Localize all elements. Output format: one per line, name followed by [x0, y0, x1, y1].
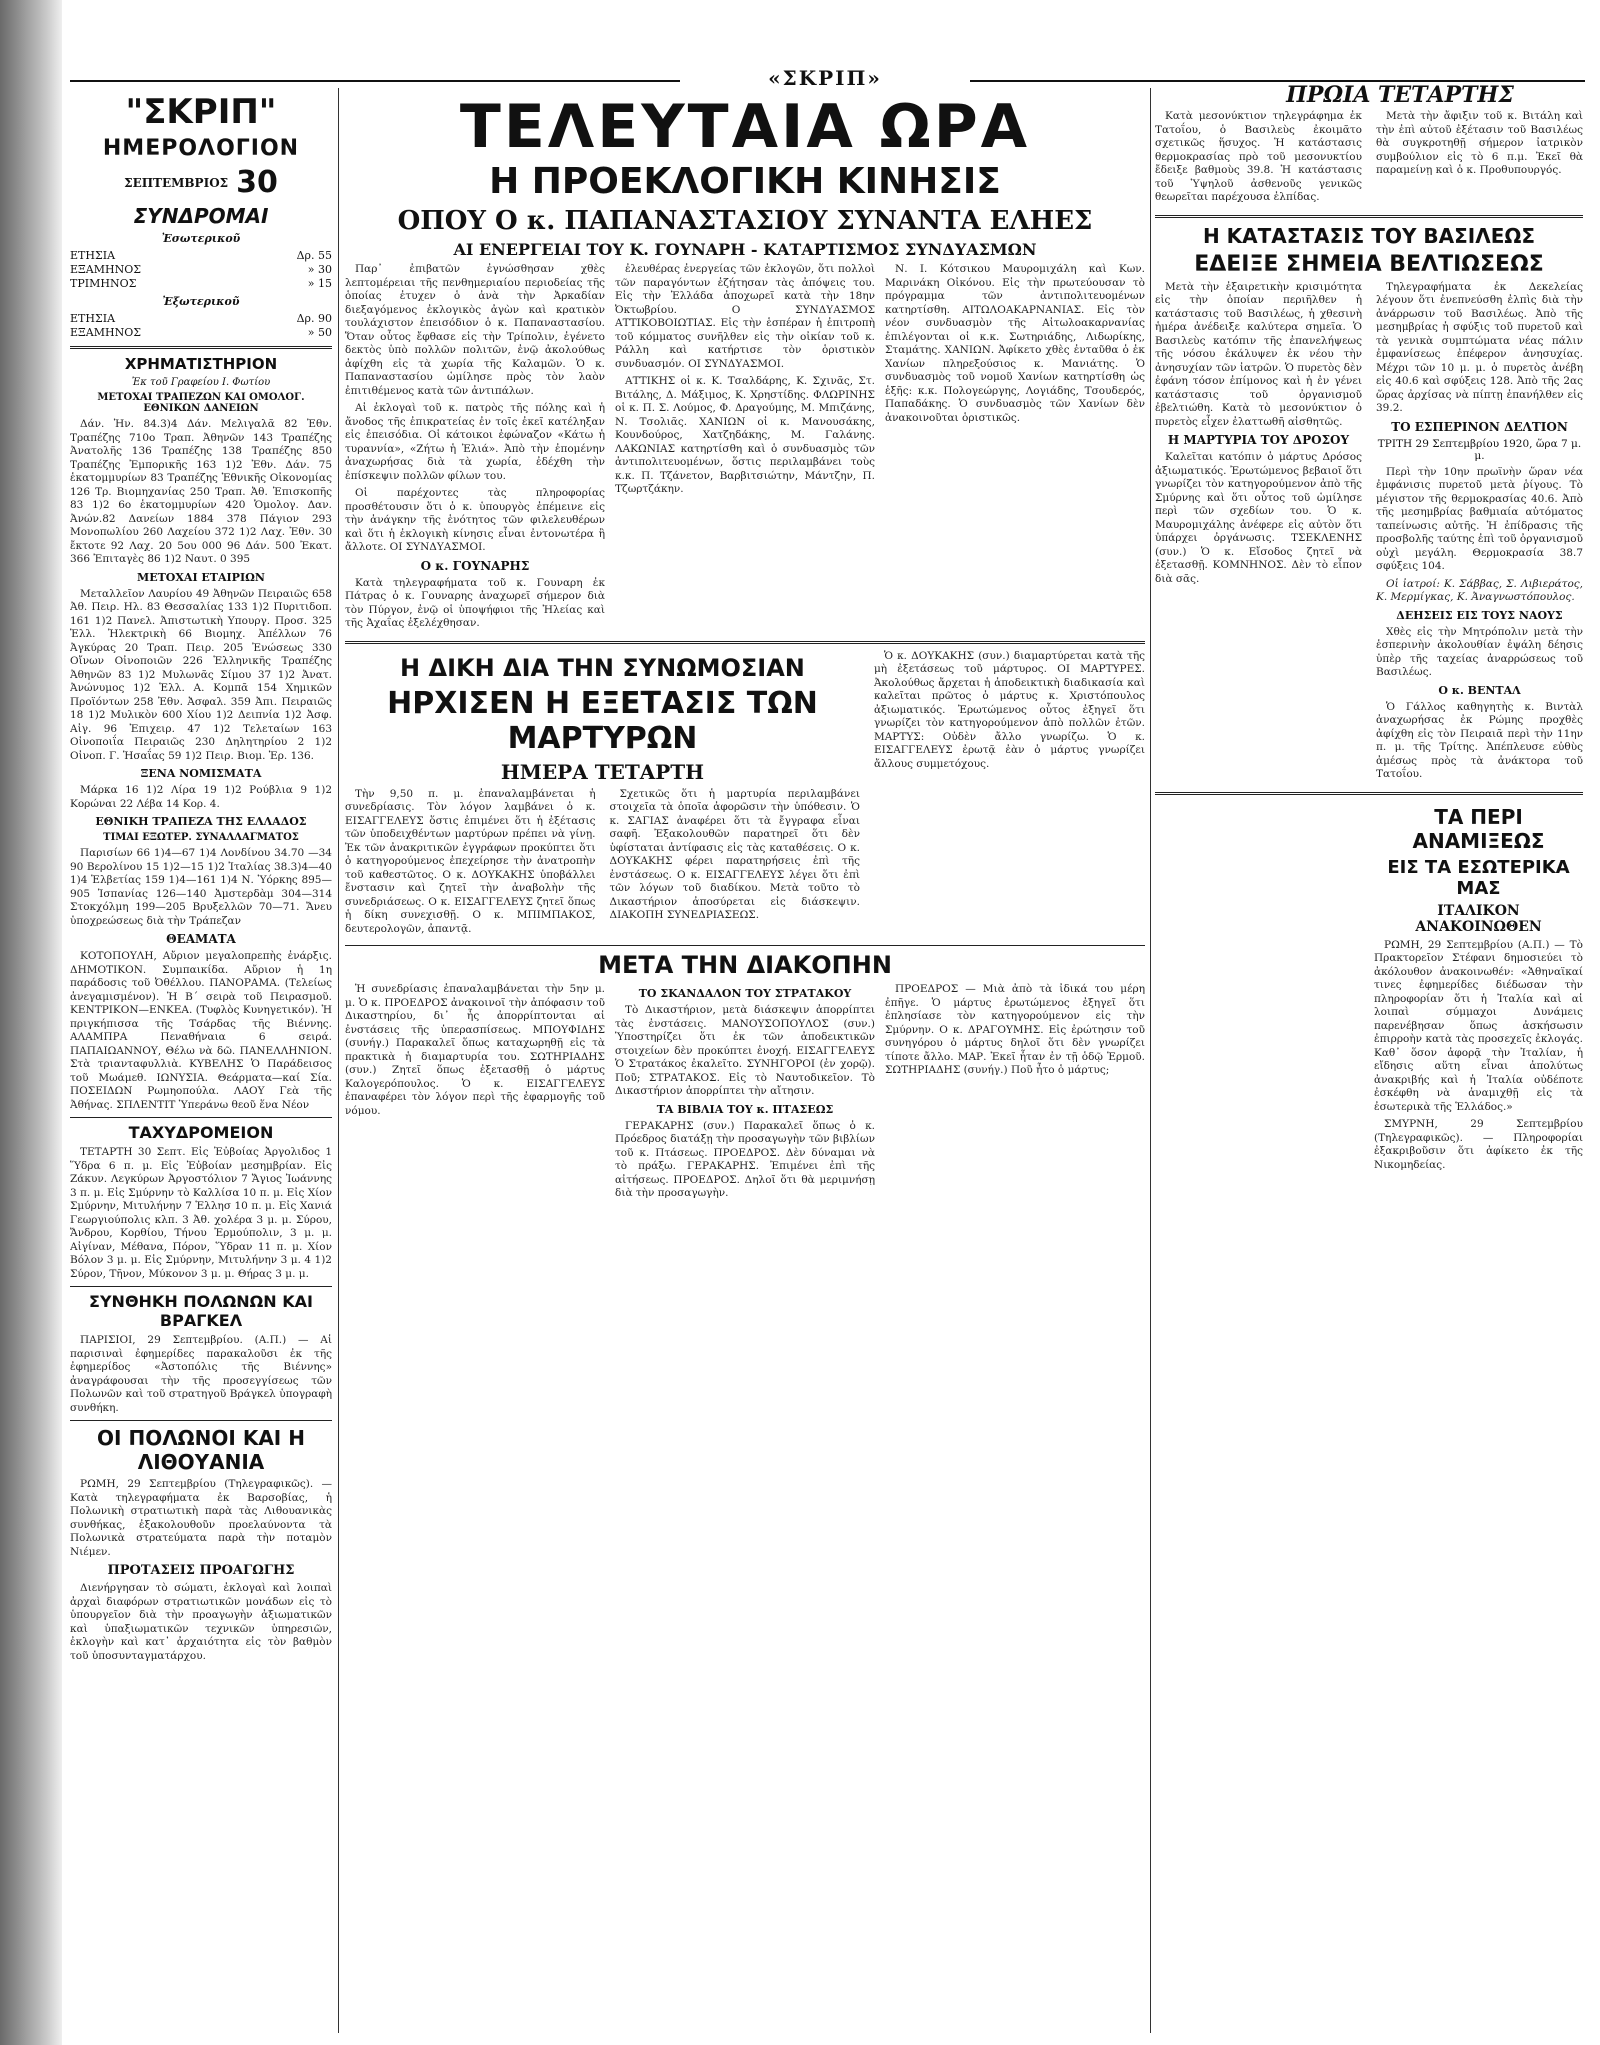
king-columns: [1155, 281, 1583, 786]
divider: [1155, 215, 1583, 218]
subscription-price: Δρ. 90: [296, 312, 332, 325]
subscription-label: ΤΡΙΜΗΝΟΣ: [70, 277, 137, 290]
story-1-para: Αἱ ἐκλογαὶ τοῦ κ. πατρὸς τῆς πόλης καὶ ἡ ἄνοδος τῆς ἐπικρατείας ἐν τοῖς ἐκεῖ κατέληξαν εἰς ἐπεισόδια. Οἱ κάτοικοι ἐφώναζον «Κάτω ἡ τυραννία», «Ζήτω ἡ Ἐλιά». Ἀπὸ τὴν ἐπομένην ἀναχωρήσας διὰ τὰ χωρία, ἐδέχθη τὴν ἐπίσκεψιν πολλῶν φίλων του.: [345, 402, 605, 482]
anam-headline-2: ΕΙΣ ΤΑ ΕΣΩΤΕΡΙΚΑ ΜΑΣ: [1387, 856, 1570, 899]
domestic-subscriptions: [70, 249, 332, 291]
subscription-row: [70, 263, 332, 277]
trial-text: Ὁ κ. ΔΟΥΚΑΚΗΣ (συν.) διαμαρτύρεται κατὰ τῆς μὴ ἐξετάσεως τοῦ μάρτυρος. ΟΙ ΜΑΡΤΥΡΕΣ. Ἀκολούθως ἄρχεται ἡ ἀποδεικτικὴ διαδικασία καὶ καλεῖται πρῶτος ὁ μάρτυς κ. Χριστόπουλος ἀξιωματικός. Ἐρωτώμενος οὗτος ἐξηγεῖ ὅτι γνωρίζει τὸν κατηγορούμενον ἀπὸ πολλῶν ἐτῶν. ΜΑΡΤΥΣ: Οὐδὲν ἄλλο γνωρίζω. Ὁ κ. ΕΙΣΑΓΓΕΛΕΥΣ ἐρωτᾷ ἐὰν ὁ μάρτυς γνωρίζει ἄλλους συμμετόχους.: [873, 649, 1145, 770]
after-break-columns: [345, 983, 1145, 1205]
divider: [70, 1286, 332, 1287]
king-text: Τηλεγραφήματα ἐκ Δεκελείας λέγουν ὅτι ἐνεπνεύσθη ἐλπὶς διὰ τὴν ἀνάρρωσιν τοῦ Βασιλέως. Ἀπὸ τῆς μεσημβρίας ἡ σφύξις τοῦ πυρετοῦ καὶ τὰ γενικὰ συμπτώματα νέας πάλιν ἐμφανίσεως ἐπέφερον ἀνησυχίας. Μέχρι τῶν 10 μ. μ. ὁ πυρετὸς ἀνέβη εἰς 40.6 καὶ σφύξεις 128. Ἀπὸ τῆς 2ας ὥρας ἀρχίσας νὰ πίπτῃ ἐπανήλθεν εἰς 39.2.: [1376, 280, 1583, 414]
subscription-label: ΕΤΗΣΙΑ: [70, 249, 116, 262]
vidal-title: Ο κ. ΒΕΝΤΑΛ: [1438, 683, 1521, 697]
subscription-row: [70, 277, 332, 291]
trial-text: Σχετικῶς ὅτι ἡ μαρτυρία περιλαμβάνει στοιχεῖα τὰ ὁποῖα ἀφορῶσιν τὴν ὑπόθεσιν. Ὁ κ. ΣΑΓΙΑΣ ἀναφέρει ὅτι τὰ ἔγγραφα εἶναι σαφῆ. Ἐξακολουθῶν παρατηρεῖ ὅτι δὲν ὑφίσταται ἀντίφασις εἰς τὰς καταθέσεις. Ο κ. ΔΟΥΚΑΚΗΣ φέρει παρατηρήσεις ἐπὶ τῆς ἐνστάσεως. Ο κ. ΕΙΣΑΓΓΕΛΕΥΣ λέγει ὅτι ἐπὶ τῶν λόγων τοῦ διαδίκου. Μετὰ τοῦτο τὸ Δικαστήριον ἀποσύρεται εἰς διάσκεψιν. ΔΙΑΚΟΠΗ ΣΥΝΕΔΡΙΑΣΕΩΣ.: [609, 787, 860, 921]
witness-text: ΠΡΟΕΔΡΟΣ — Μιὰ ἀπὸ τὰ ἰδικά του μέρη ἐπῆγε. Ὁ μάρτυς ἐρωτώμενος ἐξηγεῖ ὅτι ἐπλησίασε τὸν κατηγορούμενον εἰς τὴν Σμύρνην. Ο κ. ΔΡΑΓΟΥΜΗΣ. Εἰς ἐρώτησιν τοῦ συνηγόρου ὁ μάρτυς δηλοῖ ὅτι δὲν γνωρίζει τίποτε ἄλλο. ΜΑΡ. Ἐκεῖ ἦταν ἐν τῇ ὁδῷ Ἑρμοῦ. ΣΩΤΗΡΙΑΔΗΣ (συνήγ.) Ποῦ ἦτο ὁ μάρτυς;: [885, 983, 1145, 1076]
subscription-price: » 50: [307, 326, 332, 339]
books-title: ΤΑ ΒΙΒΛΙΑ ΤΟΥ κ. ΠΤΑΣΕΩΣ: [656, 1102, 834, 1116]
edition-label: ΠΡΩΙΑ ΤΕΤΑΡΤΗΣ: [1286, 82, 1514, 108]
churches-text: Χθὲς εἰς τὴν Μητρόπολιν μετὰ τὴν ἑσπερινὴν ἀκολουθίαν ἐψάλη δέησις ὑπὲρ τῆς ταχείας ἀναρρώσεως τοῦ Βασιλέως.: [1376, 625, 1583, 678]
theatre-title: ΘΕΑΜΑΤΑ: [166, 932, 236, 946]
headline-1: Η ΠΡΟΕΚΛΟΓΙΚΗ ΚΙΝΗΣΙΣ: [489, 161, 1001, 202]
divider: [70, 346, 332, 349]
gounaris-title: Ο κ. ΓΟΥΝΑΡΗΣ: [420, 558, 530, 573]
poles-title: ΟΙ ΠΟΛΩΝΟΙ ΚΑΙ Η ΛΙΘΟΥΑΝΙΑ: [97, 1426, 305, 1474]
trial-headline-1: Η ΔΙΚΗ ΔΙΑ ΤΗΝ ΣΥΝΩΜΟΣΙΑΝ: [400, 653, 805, 682]
left-column: [70, 90, 332, 2035]
masthead-name: «ΣΚΡΙΠ»: [680, 66, 970, 90]
subscription-price: » 30: [307, 263, 332, 276]
gounaris-text: Κατὰ τηλεγραφήματα τοῦ κ. Γουναρη ἐκ Πάτρας ὁ κ. Γουναρης ἀναχωρεῖ σήμερον διὰ τὸν Πύργον, ἐνῷ οἱ ὑποψήφιοι τῆς Ἠλείας καὶ τῆς Ἀχαΐας ἐξελέχθησαν.: [345, 576, 605, 629]
trial-text: Τὴν 9,50 π. μ. ἐπαναλαμβάνεται ἡ συνεδρίασις. Τὸν λόγον λαμβάνει ὁ κ. ΕΙΣΑΓΓΕΛΕΥΣ ὅστις ἐπιμένει ὅτι ἡ ἐξέτασις τῶν ὑποδειχθέντων μαρτύρων πρέπει νὰ γίνῃ. Ἐκ τῶν ἀνακριτικῶν ἐγγράφων προκύπτει ὅτι ὁ κατηγορούμενος ἐπεχείρησε τὴν ἀνατροπὴν τοῦ καθεστῶτος. Ο κ. ΔΟΥΚΑΚΗΣ ὑποβάλλει ἔνστασιν καὶ ζητεῖ τὴν ἀναβολὴν τῆς συνεδριάσεως. Ο κ. ΕΙΣΑΓΓΕΛΕΥΣ ζητεῖ ὅπως ἡ δίκη συνεχισθῇ. Ο κ. ΜΠΙΜΠΑΚΟΣ, δευτερολογῶν, ἀπαντᾷ.: [345, 787, 596, 935]
king-headline-1: Η ΚΑΤΑΣΤΑΣΙΣ ΤΟΥ ΒΑΣΙΛΕΩΣ: [1202, 223, 1536, 248]
king-headline-2: ΕΔΕΙΞΕ ΣΗΜΕΙΑ ΒΕΛΤΙΩΣΕΩΣ: [1194, 251, 1544, 277]
divider: [345, 641, 1145, 644]
subscription-price: Δρ. 55: [296, 249, 332, 262]
newspaper-page: [70, 0, 1585, 2045]
divider: [70, 1420, 332, 1421]
bulletin-text: Περὶ τὴν 10ην πρωϊνὴν ὥραν νέα ἐμφάνισις πυρετοῦ μετὰ ῥίγους. Τὸ μέγιστον τῆς θερμοκρασίας 40.6. Ἀπὸ τῆς μεσημβρίας βαθμιαία αὐτόματος ταπείνωσις αὐτῆς. Ἡ ἐπίδρασις τῆς προσβολῆς ταύτης ἐπὶ τοῦ ὀργανισμοῦ οὐχὶ μεγάλη. Θερμοκρασία 38.7 σφύξεις 104.: [1376, 465, 1583, 572]
exchange-title: ΧΡΗΜΑΤΙΣΤΗΡΙΟΝ: [124, 355, 278, 373]
post-title: ΤΑΧΥΔΡΟΜΕΙΟΝ: [128, 1123, 274, 1142]
subscription-label: ΕΞΑΜΗΝΟΣ: [70, 263, 141, 276]
almanac-title: ΗΜΕΡΟΛΟΓΙΟΝ: [102, 136, 300, 161]
subscription-label: ΕΤΗΣΙΑ: [70, 312, 116, 325]
subscription-row: [70, 326, 332, 340]
doctors-signature: Οἱ ἰατροί: Κ. Σάββας, Σ. Λιβιεράτος, Κ. Μερμίγκας, Κ. Ἀναγνωστόπουλος.: [1376, 577, 1583, 603]
date-line: [70, 165, 332, 200]
king-doctor-text: Μετὰ τὴν ἄφιξιν τοῦ κ. Βιτάλη καὶ τὴν ἐπὶ αὐτοῦ ἐξέτασιν τοῦ Βασιλέως θὰ συγκροτηθῇ σήμερον ἰατρικὸν συμβούλιον εἰς τὸ 6 π.μ. Ἐκεῖ θὰ παραμείνῃ καὶ ὁ κ. Προθυπουργός.: [1376, 110, 1583, 176]
anam-headline-1: ΤΑ ΠΕΡΙ ΑΝΑΜΙΞΕΩΣ: [1412, 804, 1545, 853]
page-spine-shadow: [0, 0, 62, 2045]
books-text: ΓΕΡΑΚΑΡΗΣ (συν.) Παρακαλεῖ ὅπως ὁ κ. Πρόεδρος διατάξῃ τὴν προσαγωγὴν τῶν βιβλίων τοῦ κ. Πτάσεως. ΠΡΟΕΔΡΟΣ. Δὲν δύναμαι νὰ τὸ πράξω. ΓΕΡΑΚΑΡΗΣ. Ἐπιμένει ἐπὶ τῆς αἰτήσεως. ΠΡΟΕΔΡΟΣ. Δηλοῖ ὅτι θὰ μεριμνήσῃ διὰ τὴν προσαγωγὴν.: [615, 1119, 875, 1199]
churches-title: ΔΕΗΣΕΙΣ ΕΙΣ ΤΟΥΣ ΝΑΟΥΣ: [1396, 608, 1563, 622]
poles-text: ΡΩΜΗ, 29 Σεπτεμβρίου (Τηλεγραφικῶς). — Κατὰ τηλεγραφήματα ἐκ Βαρσοβίας, ἡ Πολωνικὴ στρατιωτικὴ παρὰ τὰς Λιθουανικὰς συνθήκας, ἐξακολουθοῦν προελαύνοντα τὰ Πολωνικὰ στρατεύματα παρὰ τὴν ποταμὸν Νιέμεν.: [70, 1478, 332, 1558]
after-break-text: Ἡ συνεδρίασις ἐπαναλαμβάνεται τὴν 5ην μ. μ. Ὁ κ. ΠΡΟΕΔΡΟΣ ἀνακοινοῖ τὴν ἀπόφασιν τοῦ Δικαστηρίου, δι᾽ ἧς ἀπορρίπτονται αἱ ἐνστάσεις τῆς ὑπερασπίσεως. ΜΠΟΥΦΙΔΗΣ (συνήγ.) Παρακαλεῖ ὅπως καταχωρηθῇ εἰς τὰ πρακτικὰ ἡ διαμαρτυρία του. ΣΩΤΗΡΙΑΔΗΣ (συν.) Ζητεῖ ὅπως ἐξετασθῇ ὁ μάρτυς Καλογερόπουλος. Ὁ κ. ΕΙΣΑΓΓΕΛΕΥΣ ἐπαναφέρει τὸν λόγον περὶ τῆς ἐφαρμογῆς τοῦ νόμου.: [345, 983, 605, 1117]
king-night-text: Κατὰ μεσονύκτιον τηλεγράφημα ἐκ Τατοΐου, ὁ Βασιλεὺς ἐκοιμᾶτο σχετικῶς ἥσυχος. Ἡ κατάστασις θερμοκρασίας πρὸ τοῦ μεσονυκτίου ἔδειξε βαθμοὺς 39.8. Ἡ κατάστασις τοῦ Ὑψηλοῦ ἀσθενοῦς γενικῶς θεωρεῖται παρέχουσα ἐλπίδας.: [1155, 110, 1362, 203]
theatre-text: ΚΟΤΟΠΟΥΛΗ, Αὔριον μεγαλοπρεπὴς ἐνάρξις. ΔΗΜΟΤΙΚΟΝ. Συμπαικίδα. Αὔριον ἡ 1η παράδοσις τοῦ Ὀθέλλου. ΠΑΝΟΡΑΜΑ. (Τελείως ἀνεγαμισμένον). Ἡ Β΄ σειρὰ τοῦ Πειρασμοῦ. ΚΕΝΤΡΙΚΟΝ—ΕΝΚΕΑ. (Τυφλὸς Κυνηγετικόν). Ἡ πριγκήπισσα τῆς Τσάρδας τῆς Βιέννης. ΑΛΑΜΠΡΑ Πεναθήναια 6 σειρά. ΠΑΠΑΙΩΑΝΝΟΥ, Θέλω νὰ δῶ. ΠΑΝΕΛΛΗΝΙΟΝ. Στὰ τριανταφυλλιὰ. ΚΥΒΕΛΗΣ Ὁ Παράδεισος τοῦ Μωάμεθ. ΙΩΝΥΣΙΑ. Θεάρματα—καί Σία. ΠΟΣΕΙΔΩΝ Ρωμηοπούλα. ΛΑΟΥ Γεὰ τῆς Ἀθήνας. ΣΠΛΕΝΤΙΤ Ὑπεράνω θεοῦ ἕνα Νέον: [70, 950, 332, 1111]
domestic-label: Ἐσωτερικοῦ: [161, 232, 241, 245]
martyria-text: Καλεῖται κατόπιν ὁ μάρτυς Δρόσος ἀξιωματικός. Ἐρωτώμενος βεβαιοῖ ὅτι γνωρίζει τὸν κατηγορούμενον ἀπὸ τῆς Σμύρνης καὶ ὅτι οὗτος τοῦ ὡμίλησε περὶ τῶν σχεδίων του. Ὁ κ. Μαυρομιχάλης ἀνέφερε εἰς αὐτὸν ὅτι ὑπάρχει ὀργάνωσις. ΤΣΕΚΛΕΝΗΣ (συν.) Ὁ κ. Εἴσοδος ζητεῖ νὰ ἐξετασθῇ. ΚΟΜΝΗΝΟΣ. Δὲν τὸ εἶπον διὰ σᾶς.: [1155, 451, 1362, 585]
treaty-title: ΣΥΝΘΗΚΗ ΠΟΛΩΝΩΝ ΚΑΙ ΒΡΑΓΚΕΛ: [89, 1292, 313, 1330]
right-column: [1155, 90, 1583, 2035]
anam-section: [1155, 801, 1583, 1177]
bank-title: ΕΘΝΙΚΗ ΤΡΑΠΕΖΑ ΤΗΣ ΕΛΛΑΔΟΣ: [95, 815, 307, 828]
subscription-price: » 15: [307, 277, 332, 290]
date-day: 30: [236, 165, 278, 200]
after-break-title: ΜΕΤΑ ΤΗΝ ΔΙΑΚΟΠΗΝ: [598, 951, 892, 979]
anam-headline-3: ΙΤΑΛΙΚΟΝ ΑΝΑΚΟΙΝΩΘΕΝ: [1415, 902, 1542, 935]
divider: [70, 1117, 332, 1118]
right-top: [1155, 110, 1583, 209]
subscription-row: [70, 249, 332, 263]
scandal-text: Τὸ Δικαστήριον, μετὰ διάσκεψιν ἀπορρίπτει τὰς ἐνστάσεις. ΜΑΝΟΥΣΟΠΟΥΛΟΣ (συν.) Ὑποστηρίζει ὅτι ἐκ τῶν ἀποδεικτικῶν στοιχείων δὲν προκύπτει ἐνοχή. ΕΙΣΑΓΓΕΛΕΥΣ Ὁ Στρατάκος ἐκαλεῖτο. ΣΥΝΗΓΟΡΟΙ (ἐν χορῷ). Ποῦ; ΣΤΡΑΤΑΚΟΣ. Εἰς τὸ Ναυτοδικεῖον. Τὸ Δικαστήριον ἀπορρίπτει τὴν αἴτησιν.: [615, 1004, 875, 1097]
vidal-text: Ὁ Γάλλος καθηγητὴς κ. Βιντὰλ ἀναχωρήσας ἐκ Ρώμης προχθὲς ἀφίχθη εἰς τὸν Πειραιᾶ περὶ τὴν 11ην π. μ. τῆς Τρίτης. Ἀπέπλευσε εὐθὺς ἀμέσως πρὸς τὰ ἀνάκτορα τοῦ Τατοΐου.: [1376, 700, 1583, 780]
story-1-para: Παρ᾽ ἐπιβατῶν ἐγνώσθησαν χθὲς λεπτομέρειαι τῆς πενθημεριαίου περιοδείας τῆς ὁποίας ἐτυχεν ὁ ἀνὰ τὴν Ἀρκαδίαν διεξαγόμενος ἐκλογικὸς ἀγὼν καὶ κρατικὸν τουλάχιστον ἐπεισόδιον ὁ κ. Παπαναστασίου. Ὅταν οὗτος ἔφθασε εἰς τὴν Τρίπολιν, ἐγένετο δεκτὸς ὑπὸ πολλῶν πολιτῶν, ἐνῷ ἀκολούθως ἀφίχθη εἰς τὰ χωρία τῆς Καλαμῶν. Ὁ κ. Παπαναστασίου ὡμίλησε πρὸς τὸν λαὸν ἐπιτιθέμενος κατὰ τῶν ἀντιπάλων.: [345, 263, 605, 397]
subscriptions-title: ΣΥΝΔΡΟΜΑΙ: [133, 204, 269, 228]
post-text: ΤΕΤΑΡΤΗ 30 Σεπτ. Εἰς Ἐὐβοίας Ἀργολιδος 1 Ὕδρα 6 π. μ. Εἰς Ἐὐβοίαν μεσημβρίαν. Εἰς Ζάκυν. Λεγκύρων Ἀργοστόλιον 7 Ἄγιος Ἰωάννης 3 π. μ. Εἰς Σμύρνην τὸ Καλλίσα 10 π. μ. Εἰς Χίον Σμύρνην, Μιτυλήνην 7 Ἑλλησ 10 π. μ. Εἰς Χανιά Γεωργιούπολις κλπ. 3 Ἀθ. χολέρα 3 μ. μ. Σύρου, Ἄνδρου, Κορθίου, Τήνου Ἐρμούπολιν, 3 μ. μ. Αἰγίναν, Μέθανα, Πόρον, Ὕδραν 11 π. μ. Χίον Βόλον 3 μ. μ. Εἰς Σμύρνην, Μιτυλήνην 3 μ. 4 1)2 Σύρον, Τῆνον, Μύκονον 3 μ. μ. Θήρας 3 μ. μ.: [70, 1146, 332, 1280]
headline-2: ΟΠΟΥ Ο κ. ΠΑΠΑΝΑΣΤΑΣΙΟΥ ΣΥΝΑΝΤΑ ΕΛΗΕΣ: [397, 206, 1093, 236]
bank-subtitle: ΤΙΜΑΙ ΕΞΩΤΕΡ. ΣΥΝΑΛΛΑΓΜΑΤΟΣ: [103, 832, 299, 843]
story-1-columns: [345, 263, 1145, 635]
bulletin-date: ΤΡΙΤΗ 29 Σεπτεμβρίου 1920, ὥρα 7 μ. μ.: [1377, 437, 1582, 462]
story-1-para: ΑΤΤΙΚΗΣ οἱ κ. Κ. Τσαλδάρης, Κ. Σχινᾶς, Στ. Βιτάλης, Δ. Μάξιμος, Κ. Χρηστίδης. ΦΛΩΡΙΝΗΣ οἱ κ. Π. Σ. Λούμος, Φ. Δραγούμης, Μ. Μπιζάνης, Ν. Τσολιᾶς. ΧΑΝΙΩΝ οἱ κ. Μανουσάκης, Κουνδούρος, Χατζηδάκης, Μ. Γαλάνης. ΛΑΚΩΝΙΑΣ κατηρτίσθη καὶ ὁ συνδυασμὸς τῶν ἀντιπολιτευομένων, ὅστις περιλαμβάνει τοὺς κ.κ. Π. Τζάνετον, Βαρβιτσιώτην, Μάντζην, Π. Τζωρτζάκην.: [615, 375, 875, 495]
exchange-source: Ἐκ τοῦ Γραφείου Ι. Φωτίου: [131, 377, 271, 388]
foreign-subscriptions: [70, 312, 332, 340]
trial-headline-2: ΗΡΧΙΣΕΝ Η ΕΞΕΤΑΣΙΣ ΤΩΝ ΜΑΡΤΥΡΩΝ: [387, 685, 818, 756]
trial-headline-3: ΗΜΕΡΑ ΤΕΤΑΡΤΗ: [500, 759, 705, 784]
promo-title: ΠΡΟΤΑΣΕΙΣ ΠΡΟΑΓΩΓΗΣ: [107, 1563, 295, 1578]
story-1-para: Οἱ παρέχοντες τὰς πληροφορίας προσθέτουσιν ὅτι ὁ κ. ὑπουργὸς ἐπέμεινε εἰς τὴν ἀνάγκην τῆς ἑνότητος τῶν φιλελευθέρων καὶ ὅτι ἡ ἐκλογικὴ κίνησις εἶναι ἐντονωτέρα ἢ ἄλλοτε. ΟΙ ΣΥΝΔΥΑΣΜΟΙ.: [345, 487, 605, 553]
anam-text: ΡΩΜΗ, 29 Σεπτεμβρίου (Α.Π.) — Τὸ Πρακτορεῖον Στέφανι δημοσιεύει τὸ ἀκόλουθον ἀνακοινωθέν: «Ἀθηναϊκαί τινες ἐφημερίδες διέδωσαν τὴν πληροφορίαν ὅτι ἡ Ἰταλία καὶ αἱ λοιπαὶ σύμμαχοι Δυνάμεις παρενέβησαν ὅπως ἀσκήσωσιν ἐπιρροὴν κατὰ τὰς προσεχεῖς ἐκλογάς. Καθ᾽ ὅσον ἀφορᾷ τὴν Ἰταλίαν, ἡ εἴδησις αὕτη εἶναι ἀπολύτως ἀνακριβής καὶ ἡ Ἰταλία οὐδέποτε ἐσκέφθη νὰ ἀναμιχθῇ εἰς τὰ ἐσωτερικὰ τῆς Ἑλλάδος.»: [1374, 938, 1583, 1113]
story-1-para: Ν. Ι. Κότσικου Μαυρομιχάλη καὶ Κων. Μαρινάκη Οἰκόνου. Εἰς τὴν πρωτεύουσαν τὸ πρόγραμμα τῶν ἀντιπολιτευομένων κατηρτίσθη. ΑΙΤΩΛΟΑΚΑΡΝΑΝΙΑΣ. Εἰς τὸν νέον συνδυασμὸν τῆς Αἰτωλοακαρνανίας ἐπιλέγονται οἱ κ.κ. Σωτηριάδης, Λιδωρίκης, Σταμάτης. ΧΑΝΙΩΝ. Ἀφίκετο χθὲς ἐνταῦθα ὁ ἐκ Χανίων πληρεξούσιος κ. Μανιάτης. Ὁ συνδυασμὸς τοῦ νομοῦ Χανίων κατηρτίσθη ὡς ἑξῆς: κ.κ. Πολογεώργης, Λογιάδης, Τσουδερός, Παπαδάκης. Ὁ συνδυασμὸς τῶν Χανίων δὲν ἀνακοινοῦται ὁριστικῶς.: [885, 263, 1145, 424]
scandal-title: ΤΟ ΣΚΑΝΔΑΛΟΝ ΤΟΥ ΣΤΡΑΤΑΚΟΥ: [638, 987, 852, 1000]
paper-title: "ΣΚΡΙΠ": [125, 92, 277, 132]
subscription-label: ΕΞΑΜΗΝΟΣ: [70, 326, 141, 339]
trial-section: [345, 650, 1145, 941]
foreign-label: Ἐξωτερικοῦ: [162, 295, 240, 308]
exchange-subtitle: ΜΕΤΟΧΑΙ ΤΡΑΠΕΖΩΝ ΚΑΙ ΟΜΟΛΟΓ. ΕΘΝΙΚΩΝ ΔΑΝΕΙΩΝ: [97, 392, 305, 414]
column-rule: [1150, 88, 1151, 2033]
king-text: Μετὰ τὴν ἐξαιρετικὴν κρισιμότητα εἰς τὴν ὁποίαν περιῆλθεν ἡ κατάστασις τοῦ Βασιλέως, ἡ χθεσινὴ ἡμέρα ἀνέδειξε καλύτερα σημεῖα. Ὁ Βασιλεὺς κατόπιν τῆς ἐπανελήψεως τῆς νόσου ἐκάλυψεν ἐκ νέου τὴν ἀνησυχίαν τῶν ἰατρῶν. Ὁ πυρετὸς δὲν ἐφάνη τόσον ἐπίμονος καὶ ἡ ἐν γένει κατάστασις τοῦ ὀργανισμοῦ ἐβελτιώθη. Κατὰ τὸ μεσονύκτιον ὁ πυρετὸς εἶχεν ἐλαττωθῆ αἰσθητῶς.: [1155, 280, 1362, 428]
treaty-text: ΠΑΡΙΣΙΟΙ, 29 Σεπτεμβρίου. (Α.Π.) — Αἱ παρισιναὶ ἐφημερίδες παρακαλοῦσι ἐκ τῆς ἐφημερίδος «Ἀστοπόλις τῆς Βιέννης» ἀναγράφουσαι τὴν τῆς προσεγγίσεως τῶν Πολωνῶν καὶ τοῦ στρατηγοῦ Βράγκελ ὑπογραφὴ συνθήκη.: [70, 1334, 332, 1414]
fx-title: ΞΕΝΑ ΝΟΜΙΣΜΑΤΑ: [140, 767, 262, 780]
headline-3: ΑΙ ΕΝΕΡΓΕΙΑΙ ΤΟΥ Κ. ΓΟΥΝΑΡΗ - ΚΑΤΑΡΤΙΣΜΟΣ ΣΥΝΔΥΑΣΜΩΝ: [453, 240, 1037, 259]
shares-title: ΜΕΤΟΧΑΙ ΕΤΑΙΡΙΩΝ: [137, 570, 265, 584]
shares-text: Μεταλλεῖον Λαυρίου 49 Ἀθηνῶν Πειραιῶς 658 Ἀθ. Πειρ. Ηλ. 83 Θεσσαλίας 133 1)2 Πυριτιδοπ. 161 1)2 Πανελ. Ἀπιστωτικὴ Υπουργ. Προσ. 325 Ἑλλ. Ἠλεκτρικὴ 66 Βιομηχ. Ἀπέλλων 76 Ἀγκύρας 20 Τραπ. Πειρ. 205 Ἐνώσεως 330 Οἴνων Οἰνοποιῶν 226 Ἑλληνικῆς Τραπέζης Ἀθηνῶν 83 1)2 Μυλωνᾶς Σίμου 37 1)2 Ἀνατ. Ἀνώνυμος 1)2 Ἑλλ. Α. Κομπᾶ 154 Χημικῶν Προϊόντων 258 Ἐθν. Ἀσφαλ. 359 Ἀπι. Πειραιῶς 18 1)2 Μυλικὸν 600 Χίου 1)2 Δειπνία 1)2 Ἀσφ. Αἰγ. 96 Ἐπιχειρ. 47 1)2 Τελεταίων 163 Οἰνοποιΐα Πειραιῶς 230 Δηλητηρίου 2 1)2 Οἰνοπ. Γ. Ἡσαΐας 59 1)2 Πειρ. Βιομ. Ἐρ. 136.: [70, 587, 332, 762]
story-1-para: ἐλευθέρας ἐνεργείας τῶν ἐκλογῶν, ὅτι πολλοὶ τῶν παραγόντων ἐζήτησαν τὰς ἀπόψεις του. Εἰς τὴν Ἑλλάδα ἀποχωρεῖ κατὰ τὴν 18ην Ὀκτωβρίου. Ο ΣΥΝΔΥΑΣΜΟΣ ΑΤΤΙΚΟΒΟΙΩΤΙΑΣ. Εἰς τὴν ἑσπέραν ἡ ἐπιτροπὴ τοῦ κόμματος συνῆλθεν εἰς τὴν οἰκίαν τοῦ κ. Ράλλη καὶ κατήρτισε τὸν ὁριστικὸν συνδυασμόν. ΟΙ ΣΥΝΔΥΑΣΜΟΙ.: [615, 263, 875, 370]
banner-headline: ΤΕΛΕΥΤΑΙΑ ΩΡΑ: [459, 92, 1031, 162]
subscription-row: [70, 312, 332, 326]
smyrna-text: ΣΜΥΡΝΗ, 29 Σεπτεμβρίου (Τηλεγραφικῶς). — Πληροφορίαι ἐξακριβοῦσιν ὅτι ἀφίκετο ἐκ τῆς Νικομηδείας.: [1374, 1118, 1583, 1171]
date-month: ΣΕΠΤΕΜΒΡΙΟΣ: [124, 175, 229, 190]
exchange-text: Δάν. Ἠν. 84.3)4 Δάν. Μελιγαλᾶ 82 Ἐθν. Τραπέζης 710ο Τραπ. Ἀθηνῶν 143 Τραπέζης Ἀνατολῆς 136 Τραπέζης 138 Τραπέζης 850 Τραπέζης Ἐμπορικῆς 163 1)2 Ἐθν. Δάν. 75 ἑκατομμυρίων 83 Τραπέζης Ἐθνικῆς Οἰκονομίας 126 Τρ. Βιομηχανίας 250 Τραπ. Ἀθ. Ἐπισκοπῆς 83 1)2 6ο ἑκατομμυρίων 420 Ὁμολογ. Δαν. Ἀνών.82 Δανείων 1884 378 Πάγιον 293 Μονοπωλίου 260 Λαχείου 372 1)2 Λαχ. Ἐθν. 30 ἔκτοτε 92 Λαχ. 20 5ου 000 96 Δάν. 500 Ἐκατ. 366 Ἐπιταγὲς 86 1)2 Ναυτ. 0 395: [70, 418, 332, 565]
promo-text: Διενήργησαν τὸ σώματι, ἐκλογαὶ καὶ λοιπαὶ ἀρχαὶ διαφόρων στρατιωτικῶν μονάδων εἰς τὸ ὑπουργεῖον διὰ τὴν προαγωγὴν ἀξιωματικῶν καὶ ὑπαξιωματικῶν τεχνικῶν ὑπηρεσιῶν, ἐκλογὴν καὶ κατ᾽ ἀρχαιότητα εἰς τὸν βαθμὸν τοῦ ὑποσυνταγματάρχου.: [70, 1582, 332, 1662]
bulletin-title: ΤΟ ΕΣΠΕΡΙΝΟΝ ΔΕΛΤΙΟΝ: [1391, 419, 1568, 434]
fx-text: Μάρκα 16 1)2 Λίρα 19 1)2 Ρούβλια 9 1)2 Κορώναι 22 Λέβα 14 Κορ. 4.: [70, 784, 332, 810]
bank-text: Παρισίων 66 1)4—67 1)4 Λονδίνου 34.70 —34 90 Βερολίνου 15 1)2—15 1)2 Ἰταλίας 38.3)4—40 1)4 Ἑλβετίας 159 1)4—161 1)4 Ν. Ὑόρκης 895—905 Ἰσπανίας 126—140 Ἀμστερδὰμ 304—314 Στοκχόλμη 199—205 Βρυξελλῶν 70—71. Ἄνευ ὑποχρεώσεως διὰ τὴν Τράπεζαν: [70, 847, 332, 927]
divider: [345, 945, 1145, 946]
column-rule: [338, 88, 339, 2033]
martyria-title: Η ΜΑΡΤΥΡΙΑ ΤΟΥ ΔΡΟΣΟΥ: [1167, 433, 1350, 447]
divider: [1155, 792, 1583, 795]
center-column: [345, 90, 1145, 2035]
